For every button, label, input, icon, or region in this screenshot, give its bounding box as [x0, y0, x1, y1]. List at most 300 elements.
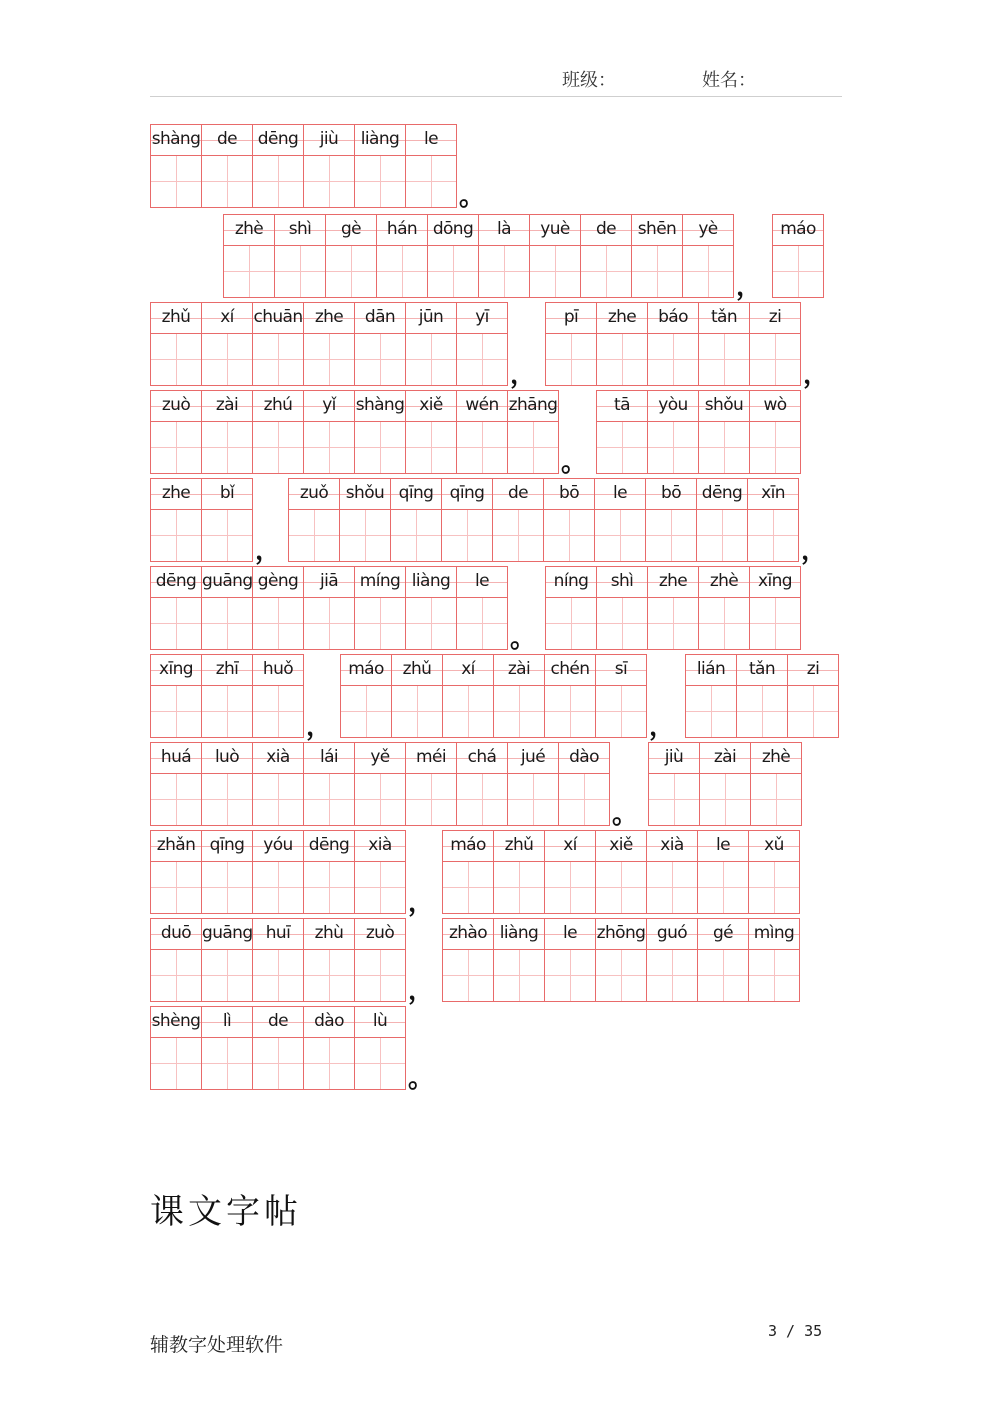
pinyin-syllable: huǒ [253, 654, 303, 686]
character-cell [443, 654, 494, 738]
character-cell [751, 742, 802, 826]
hanzi-writing-box [443, 686, 493, 738]
hanzi-writing-box [151, 950, 201, 1002]
character-cell [406, 742, 457, 826]
phrase-group [772, 214, 824, 298]
pinyin-syllable: xià [355, 830, 405, 862]
phrase-group [340, 654, 647, 738]
writing-row [0, 302, 992, 390]
character-cell [559, 742, 610, 826]
writing-row [0, 390, 992, 478]
hanzi-writing-box [391, 510, 441, 562]
hanzi-writing-box [648, 334, 698, 386]
character-cell [546, 566, 597, 650]
hanzi-writing-box [698, 862, 748, 914]
pinyin-syllable: zi [788, 654, 838, 686]
pinyin-syllable: dēng [697, 478, 747, 510]
pinyin-syllable: zhōng [596, 918, 646, 950]
character-cell [253, 390, 304, 474]
pinyin-syllable: yī [457, 302, 507, 334]
pinyin-syllable: xí [545, 830, 595, 862]
phrase-group [150, 478, 253, 562]
pinyin-syllable: guāng [202, 918, 252, 950]
hanzi-writing-box [202, 598, 252, 650]
pinyin-syllable: qīng [391, 478, 441, 510]
character-cell [697, 478, 748, 562]
character-cell [647, 830, 698, 914]
pinyin-syllable: de [581, 214, 631, 246]
phrase-group [442, 918, 800, 1002]
pinyin-syllable: níng [546, 566, 596, 598]
hanzi-writing-box [788, 686, 838, 738]
hanzi-writing-box [355, 334, 405, 386]
hanzi-writing-box [406, 774, 456, 826]
character-cell [202, 830, 253, 914]
character-cell [442, 478, 493, 562]
hanzi-writing-box [686, 686, 736, 738]
pinyin-syllable: xí [443, 654, 493, 686]
pinyin-syllable: jiù [649, 742, 699, 774]
character-cell [355, 1006, 406, 1090]
hanzi-writing-box [750, 334, 800, 386]
character-cell [698, 918, 749, 1002]
hanzi-writing-box [151, 156, 201, 208]
punctuation-mark: ， [510, 360, 537, 390]
character-cell [151, 654, 202, 738]
pinyin-syllable: zuò [355, 918, 405, 950]
punctuation-mark: ， [306, 712, 333, 742]
hanzi-writing-box [202, 510, 252, 562]
pinyin-syllable: jiù [304, 124, 354, 156]
hanzi-writing-box [748, 510, 798, 562]
hanzi-writing-box [202, 422, 252, 474]
pinyin-syllable: shēn [632, 214, 682, 246]
name-label: 姓名： [702, 70, 756, 91]
phrase-group [685, 654, 839, 738]
character-cell [494, 918, 545, 1002]
character-cell [275, 214, 326, 298]
character-cell [595, 478, 646, 562]
character-cell [749, 830, 800, 914]
hanzi-writing-box [355, 1038, 405, 1090]
character-cell [648, 302, 699, 386]
pinyin-syllable: zhe [151, 478, 201, 510]
character-cell [545, 654, 596, 738]
phrase-group [150, 124, 457, 208]
pinyin-syllable: zhǔ [392, 654, 442, 686]
pinyin-syllable: tā [597, 390, 647, 422]
hanzi-writing-box [699, 598, 749, 650]
phrase-group [150, 830, 406, 914]
character-cell [749, 918, 800, 1002]
character-cell [355, 390, 406, 474]
pinyin-syllable: dēng [151, 566, 201, 598]
character-cell [596, 654, 647, 738]
character-cell [508, 742, 559, 826]
phrase-group [596, 390, 801, 474]
hanzi-writing-box [530, 246, 580, 298]
pinyin-syllable: hán [377, 214, 427, 246]
character-cell [253, 124, 304, 208]
pinyin-syllable: wò [750, 390, 800, 422]
pinyin-syllable: zhǎn [151, 830, 201, 862]
hanzi-writing-box [546, 598, 596, 650]
pinyin-syllable: zhǔ [494, 830, 544, 862]
character-cell [457, 742, 508, 826]
pinyin-syllable: shǒu [699, 390, 749, 422]
hanzi-writing-box [494, 862, 544, 914]
character-cell [773, 214, 824, 298]
character-cell [202, 302, 253, 386]
hanzi-writing-box [406, 334, 456, 386]
footer-software-name: 辅教字处理软件 [150, 1334, 284, 1356]
character-cell [202, 1006, 253, 1090]
pinyin-syllable: le [406, 124, 456, 156]
hanzi-writing-box [457, 422, 507, 474]
writing-row [0, 918, 992, 1006]
character-cell [683, 214, 734, 298]
hanzi-writing-box [683, 246, 733, 298]
hanzi-writing-box [151, 774, 201, 826]
character-cell [355, 566, 406, 650]
character-cell [355, 124, 406, 208]
hanzi-writing-box [202, 950, 252, 1002]
pinyin-syllable: wén [457, 390, 507, 422]
hanzi-writing-box [289, 510, 339, 562]
pinyin-syllable: xīng [151, 654, 201, 686]
pinyin-syllable: zuò [151, 390, 201, 422]
pinyin-syllable: qīng [442, 478, 492, 510]
hanzi-writing-box [596, 950, 646, 1002]
hanzi-writing-box [355, 156, 405, 208]
hanzi-writing-box [697, 510, 747, 562]
hanzi-writing-box [559, 774, 609, 826]
hanzi-writing-box [750, 598, 800, 650]
character-cell [355, 918, 406, 1002]
pinyin-syllable: jiā [304, 566, 354, 598]
hanzi-writing-box [253, 1038, 303, 1090]
pinyin-syllable: de [202, 124, 252, 156]
pinyin-syllable: zhǔ [151, 302, 201, 334]
hanzi-writing-box [304, 1038, 354, 1090]
pinyin-syllable: bō [646, 478, 696, 510]
pinyin-syllable: lái [304, 742, 354, 774]
character-cell [253, 830, 304, 914]
character-cell [355, 302, 406, 386]
character-cell [597, 566, 648, 650]
character-cell [151, 124, 202, 208]
character-cell [253, 1006, 304, 1090]
punctuation-mark: ， [801, 536, 828, 566]
writing-row [0, 478, 992, 566]
pinyin-syllable: huī [253, 918, 303, 950]
pinyin-syllable: xià [253, 742, 303, 774]
pinyin-syllable: sī [596, 654, 646, 686]
pinyin-syllable: shì [275, 214, 325, 246]
character-cell [151, 742, 202, 826]
phrase-group [150, 302, 508, 386]
character-cell [202, 566, 253, 650]
character-cell [646, 478, 697, 562]
pinyin-syllable: dēng [304, 830, 354, 862]
character-cell [392, 654, 443, 738]
pinyin-syllable: guāng [202, 566, 252, 598]
hanzi-writing-box [253, 774, 303, 826]
class-label: 班级： [562, 70, 616, 91]
hanzi-writing-box [304, 950, 354, 1002]
pinyin-syllable: lù [355, 1006, 405, 1038]
character-cell [581, 214, 632, 298]
pinyin-syllable: máo [443, 830, 493, 862]
hanzi-writing-box [597, 598, 647, 650]
character-cell [545, 830, 596, 914]
pinyin-syllable: shǒu [340, 478, 390, 510]
hanzi-writing-box [647, 862, 697, 914]
character-cell [355, 830, 406, 914]
hanzi-writing-box [632, 246, 682, 298]
character-cell [253, 654, 304, 738]
character-cell [391, 478, 442, 562]
phrase-group [150, 1006, 406, 1090]
hanzi-writing-box [493, 510, 543, 562]
pinyin-syllable: guó [647, 918, 697, 950]
hanzi-writing-box [457, 598, 507, 650]
character-cell [253, 918, 304, 1002]
character-cell [202, 478, 253, 562]
pinyin-syllable: gèng [253, 566, 303, 598]
hanzi-writing-box [326, 246, 376, 298]
hanzi-writing-box [253, 422, 303, 474]
character-cell [648, 566, 699, 650]
pinyin-syllable: tǎn [737, 654, 787, 686]
pinyin-syllable: xīng [750, 566, 800, 598]
writing-row [0, 566, 992, 654]
character-cell [494, 830, 545, 914]
hanzi-writing-box [494, 950, 544, 1002]
hanzi-writing-box [253, 686, 303, 738]
pinyin-syllable: de [493, 478, 543, 510]
hanzi-writing-box [494, 686, 544, 738]
pinyin-syllable: shì [597, 566, 647, 598]
hanzi-writing-box [648, 598, 698, 650]
hanzi-writing-box [406, 598, 456, 650]
pinyin-syllable: gè [326, 214, 376, 246]
character-cell [748, 478, 799, 562]
hanzi-writing-box [377, 246, 427, 298]
character-cell [647, 918, 698, 1002]
pinyin-syllable: dēng [253, 124, 303, 156]
character-cell [406, 566, 457, 650]
character-cell [596, 830, 647, 914]
character-cell [494, 654, 545, 738]
character-cell [457, 302, 508, 386]
pinyin-syllable: zhe [648, 566, 698, 598]
pinyin-syllable: zuǒ [289, 478, 339, 510]
pinyin-syllable: míng [355, 566, 405, 598]
character-cell [406, 124, 457, 208]
pinyin-syllable: chén [545, 654, 595, 686]
pinyin-syllable: shàng [355, 390, 405, 422]
character-cell [443, 918, 494, 1002]
pinyin-syllable: zhú [253, 390, 303, 422]
punctuation-mark: 。 [459, 182, 486, 212]
hanzi-writing-box [442, 510, 492, 562]
hanzi-writing-box [457, 774, 507, 826]
hanzi-writing-box [202, 1038, 252, 1090]
character-cell [544, 478, 595, 562]
hanzi-writing-box [545, 686, 595, 738]
hanzi-writing-box [202, 862, 252, 914]
punctuation-mark: 。 [612, 800, 639, 830]
character-cell [428, 214, 479, 298]
pinyin-syllable: zài [700, 742, 750, 774]
punctuation-mark: 。 [510, 624, 537, 654]
character-cell [596, 918, 647, 1002]
character-cell [406, 390, 457, 474]
hanzi-writing-box [546, 334, 596, 386]
punctuation-mark: ， [736, 272, 763, 302]
pinyin-syllable: liàng [355, 124, 405, 156]
hanzi-writing-box [750, 422, 800, 474]
hanzi-writing-box [151, 686, 201, 738]
character-cell [750, 566, 801, 650]
hanzi-writing-box [253, 156, 303, 208]
hanzi-writing-box [545, 950, 595, 1002]
hanzi-writing-box [202, 156, 252, 208]
character-cell [508, 390, 559, 474]
writing-row [0, 830, 992, 918]
hanzi-writing-box [597, 334, 647, 386]
character-cell [304, 566, 355, 650]
character-cell [443, 830, 494, 914]
pinyin-syllable: yòu [648, 390, 698, 422]
hanzi-writing-box [355, 862, 405, 914]
character-cell [699, 390, 750, 474]
pinyin-syllable: de [253, 1006, 303, 1038]
hanzi-writing-box [151, 510, 201, 562]
pinyin-syllable: máo [341, 654, 391, 686]
pinyin-syllable: xiě [406, 390, 456, 422]
pinyin-syllable: zhī [202, 654, 252, 686]
character-cell [151, 918, 202, 1002]
hanzi-writing-box [597, 422, 647, 474]
character-cell [700, 742, 751, 826]
hanzi-writing-box [151, 862, 201, 914]
character-cell [699, 302, 750, 386]
character-cell [151, 1006, 202, 1090]
phrase-group [442, 830, 800, 914]
hanzi-writing-box [224, 246, 274, 298]
hanzi-writing-box [304, 598, 354, 650]
pinyin-syllable: liàng [406, 566, 456, 598]
pinyin-syllable: zhù [304, 918, 354, 950]
character-cell [750, 302, 801, 386]
writing-row [0, 124, 992, 212]
character-cell [304, 918, 355, 1002]
character-cell [304, 1006, 355, 1090]
pinyin-syllable: duō [151, 918, 201, 950]
phrase-group [150, 742, 610, 826]
pinyin-syllable: zhè [224, 214, 274, 246]
character-cell [698, 830, 749, 914]
hanzi-writing-box [304, 862, 354, 914]
character-cell [686, 654, 737, 738]
character-cell [406, 302, 457, 386]
hanzi-writing-box [749, 950, 799, 1002]
hanzi-writing-box [457, 334, 507, 386]
character-cell [151, 566, 202, 650]
pinyin-syllable: jué [508, 742, 558, 774]
pinyin-syllable: lián [686, 654, 736, 686]
pinyin-syllable: zhè [751, 742, 801, 774]
punctuation-mark: ， [649, 712, 676, 742]
character-cell [289, 478, 340, 562]
character-cell [202, 918, 253, 1002]
phrase-group [150, 654, 304, 738]
character-cell [340, 478, 391, 562]
phrase-group [150, 566, 508, 650]
pinyin-syllable: là [479, 214, 529, 246]
hanzi-writing-box [304, 774, 354, 826]
hanzi-writing-box [253, 950, 303, 1002]
phrase-group [648, 742, 802, 826]
character-cell [546, 302, 597, 386]
hanzi-writing-box [428, 246, 478, 298]
pinyin-syllable: bǐ [202, 478, 252, 510]
pinyin-syllable: yuè [530, 214, 580, 246]
phrase-group [150, 390, 559, 474]
pinyin-syllable: pī [546, 302, 596, 334]
character-cell [750, 390, 801, 474]
hanzi-writing-box [479, 246, 529, 298]
phrase-group [288, 478, 799, 562]
hanzi-writing-box [304, 156, 354, 208]
hanzi-writing-box [545, 862, 595, 914]
hanzi-writing-box [355, 950, 405, 1002]
pinyin-syllable: dào [304, 1006, 354, 1038]
character-cell [632, 214, 683, 298]
character-cell [304, 830, 355, 914]
hanzi-writing-box [596, 686, 646, 738]
hanzi-writing-box [275, 246, 325, 298]
pinyin-syllable: le [698, 830, 748, 862]
pinyin-syllable: zhè [699, 566, 749, 598]
hanzi-writing-box [406, 156, 456, 208]
pinyin-syllable: qīng [202, 830, 252, 862]
section-title: 课文字帖 [150, 1192, 302, 1232]
pinyin-syllable: luò [202, 742, 252, 774]
punctuation-mark: ， [408, 976, 435, 1006]
punctuation-mark: 。 [408, 1064, 435, 1094]
hanzi-writing-box [648, 422, 698, 474]
hanzi-writing-box [443, 950, 493, 1002]
pinyin-syllable: huá [151, 742, 201, 774]
hanzi-writing-box [699, 334, 749, 386]
pinyin-syllable: dào [559, 742, 609, 774]
hanzi-writing-box [392, 686, 442, 738]
phrase-group [150, 918, 406, 1002]
hanzi-writing-box [202, 686, 252, 738]
pinyin-syllable: le [457, 566, 507, 598]
character-cell [151, 302, 202, 386]
pinyin-syllable: zài [494, 654, 544, 686]
hanzi-writing-box [355, 774, 405, 826]
pinyin-syllable: zhào [443, 918, 493, 950]
punctuation-mark: ， [803, 360, 830, 390]
pinyin-syllable: yóu [253, 830, 303, 862]
writing-row [0, 1006, 992, 1094]
hanzi-writing-box [698, 950, 748, 1002]
